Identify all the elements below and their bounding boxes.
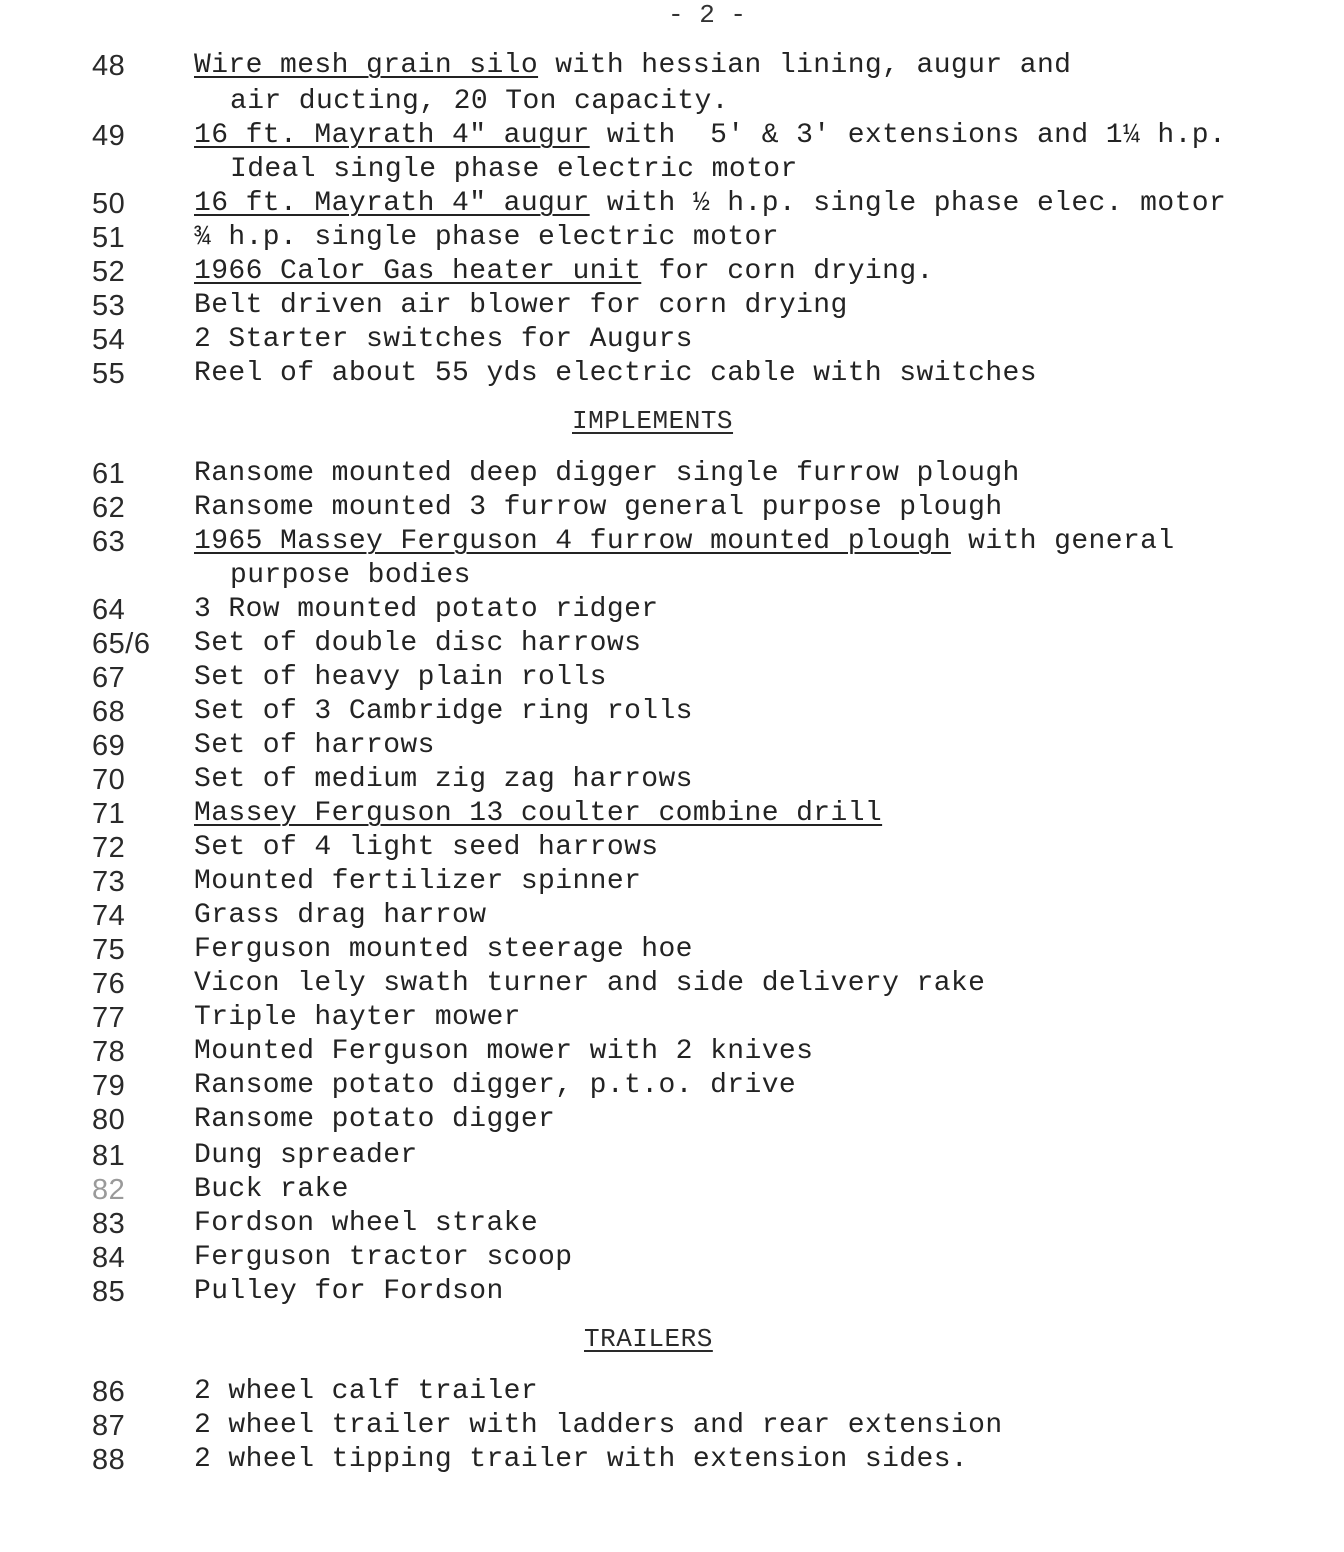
lot-number: 87 [92, 1410, 126, 1442]
lot-number: 83 [92, 1208, 126, 1240]
list-item [0, 290, 1344, 324]
list-item [0, 358, 1344, 392]
list-item [0, 900, 1344, 934]
lot-number: 85 [92, 1276, 126, 1308]
list-item [0, 50, 1344, 84]
lot-description: Ferguson mounted steerage hoe [194, 934, 693, 965]
section-heading-implements: IMPLEMENTS [572, 406, 734, 436]
lot-number: 48 [92, 50, 126, 82]
lot-description: Set of 3 Cambridge ring rolls [194, 696, 693, 727]
list-item [0, 492, 1344, 526]
lot-number: 70 [92, 764, 126, 796]
lot-description-continued: Ideal single phase electric motor [230, 154, 798, 185]
lot-number: 75 [92, 934, 126, 966]
lot-number: 69 [92, 730, 126, 762]
list-item [0, 1242, 1344, 1276]
lot-number: 67 [92, 662, 126, 694]
lot-number: 76 [92, 968, 126, 1000]
lot-description: Set of 4 light seed harrows [194, 832, 659, 863]
lot-description: Set of harrows [194, 730, 435, 761]
list-item [0, 696, 1344, 730]
lot-number: 77 [92, 1002, 126, 1034]
lot-number: 84 [92, 1242, 126, 1274]
lot-description: 3 Row mounted potato ridger [194, 594, 659, 625]
lot-description: Dung spreader [194, 1140, 418, 1171]
lot-description: 2 wheel trailer with ladders and rear extension [194, 1410, 1003, 1441]
list-item [0, 832, 1344, 866]
lot-description: ¾ h.p. single phase electric motor [194, 222, 779, 253]
lot-number: 61 [92, 458, 126, 490]
list-item [0, 1444, 1344, 1478]
lot-number: 65/6 [92, 628, 151, 660]
lot-number: 53 [92, 290, 126, 322]
lot-number: 52 [92, 256, 126, 288]
lot-description: Set of heavy plain rolls [194, 662, 607, 693]
lot-description: Triple hayter mower [194, 1002, 521, 1033]
lot-description: Vicon lely swath turner and side delivery rake [194, 968, 986, 999]
page-number: - 2 - [668, 0, 747, 30]
lot-description: Wire mesh grain silo with hessian lining, augur and [194, 50, 1072, 81]
lot-description: 1966 Calor Gas heater unit for corn drying. [194, 256, 934, 287]
list-item [0, 188, 1344, 222]
list-item [0, 1410, 1344, 1444]
lot-number: 51 [92, 222, 126, 254]
list-item [0, 256, 1344, 290]
lot-number: 64 [92, 594, 126, 626]
lot-description: Ransome mounted 3 furrow general purpose plough [194, 492, 1003, 523]
list-item [0, 968, 1344, 1002]
list-item [0, 798, 1344, 832]
lot-number: 49 [92, 120, 126, 152]
list-item [0, 458, 1344, 492]
lot-number: 86 [92, 1376, 126, 1408]
lot-description: Ransome potato digger, p.t.o. drive [194, 1070, 797, 1101]
lot-description: Grass drag harrow [194, 900, 487, 931]
lot-number: 80 [92, 1104, 126, 1136]
lot-number: 82 [92, 1174, 126, 1206]
list-item [0, 222, 1344, 256]
lot-description: Belt driven air blower for corn drying [194, 290, 848, 321]
lot-number: 88 [92, 1444, 126, 1476]
lot-description: Ransome potato digger [194, 1104, 556, 1135]
lot-description: Pulley for Fordson [194, 1276, 504, 1307]
lot-number: 63 [92, 526, 126, 558]
list-item [0, 526, 1344, 560]
list-item [0, 662, 1344, 696]
list-item [0, 120, 1344, 154]
lot-description: Reel of about 55 yds electric cable with switches [194, 358, 1037, 389]
lot-number: 72 [92, 832, 126, 864]
list-item [0, 1208, 1344, 1242]
lot-description: Massey Ferguson 13 coulter combine drill [194, 798, 883, 829]
lot-number: 79 [92, 1070, 126, 1102]
lot-description: 2 Starter switches for Augurs [194, 324, 693, 355]
lot-number: 62 [92, 492, 126, 524]
list-item [0, 1036, 1344, 1070]
list-item [0, 730, 1344, 764]
section-heading-trailers: TRAILERS [584, 1324, 713, 1354]
lot-number: 55 [92, 358, 126, 390]
lot-description: 2 wheel calf trailer [194, 1376, 539, 1407]
lot-description-continued: air ducting, 20 Ton capacity. [230, 86, 729, 117]
lot-description: 1965 Massey Ferguson 4 furrow mounted plough with general [194, 526, 1175, 557]
lot-number: 54 [92, 324, 126, 356]
lot-number: 74 [92, 900, 126, 932]
lot-description: Set of medium zig zag harrows [194, 764, 693, 795]
lot-description: 16 ft. Mayrath 4" augur with ½ h.p. single phase elec. motor [194, 188, 1227, 219]
lot-number: 68 [92, 696, 126, 728]
list-item [0, 628, 1344, 662]
list-item [0, 1140, 1344, 1174]
lot-description: Fordson wheel strake [194, 1208, 539, 1239]
list-item [0, 934, 1344, 968]
list-item [0, 1002, 1344, 1036]
lot-description: Ferguson tractor scoop [194, 1242, 573, 1273]
list-item [0, 594, 1344, 628]
list-item [0, 1070, 1344, 1104]
lot-description: Buck rake [194, 1174, 349, 1205]
lot-number: 50 [92, 188, 126, 220]
lot-description: Mounted fertilizer spinner [194, 866, 642, 897]
lot-description-continued: purpose bodies [230, 560, 471, 591]
lot-description: Set of double disc harrows [194, 628, 642, 659]
lot-number: 81 [92, 1140, 126, 1172]
lot-number: 73 [92, 866, 126, 898]
list-item [0, 764, 1344, 798]
list-item [0, 866, 1344, 900]
lot-description: Mounted Ferguson mower with 2 knives [194, 1036, 814, 1067]
lot-number: 71 [92, 798, 126, 830]
list-item [0, 1174, 1344, 1208]
lot-number: 78 [92, 1036, 126, 1068]
list-item [0, 1104, 1344, 1138]
list-item [0, 324, 1344, 358]
lot-description: 16 ft. Mayrath 4" augur with 5' & 3' extensions and 1¼ h.p. [194, 120, 1227, 151]
list-item [0, 1276, 1344, 1310]
lot-description: 2 wheel tipping trailer with extension sides. [194, 1444, 969, 1475]
list-item [0, 1376, 1344, 1410]
lot-description: Ransome mounted deep digger single furrow plough [194, 458, 1020, 489]
